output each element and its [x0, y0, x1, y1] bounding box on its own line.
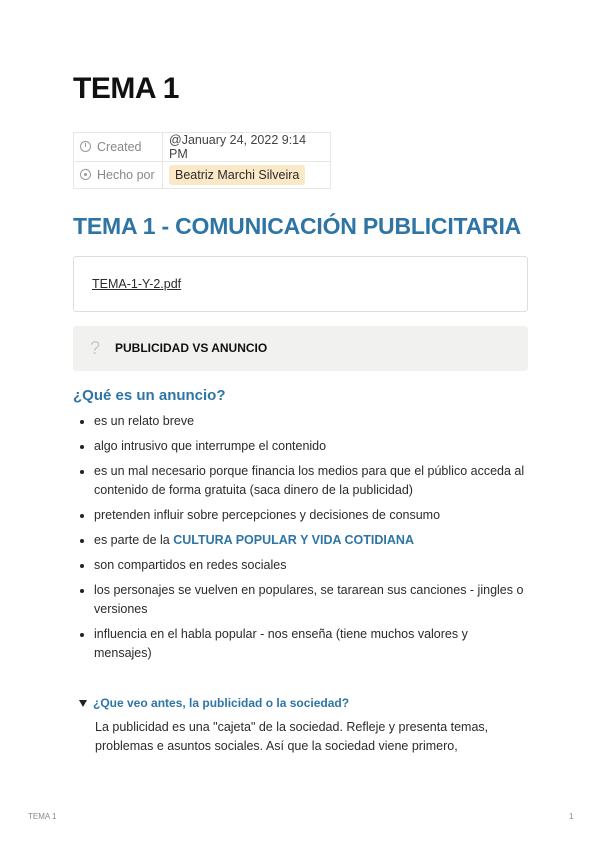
callout-text: PUBLICIDAD VS ANUNCIO: [115, 341, 268, 355]
toggle-triangle-icon[interactable]: [79, 700, 87, 707]
created-label: Created: [97, 140, 142, 154]
list-item: [73, 462, 528, 500]
list-item-text: son compartidos en redes sociales: [94, 558, 287, 572]
author-label: Hecho por: [97, 168, 155, 182]
toggle-block[interactable]: [79, 696, 349, 710]
heading-1: TEMA 1 - COMUNICACIÓN PUBLICITARIA: [73, 213, 522, 239]
property-row-author: [74, 162, 331, 189]
properties-table: [73, 132, 331, 189]
footer-title: TEMA 1: [28, 812, 57, 821]
author-tag[interactable]: Beatriz Marchi Silveira: [169, 165, 305, 185]
clock-icon: [80, 141, 91, 152]
list-item-text: algo intrusivo que interrumpe el contenido: [94, 439, 327, 453]
list-item: [73, 625, 528, 663]
file-link[interactable]: TEMA-1-Y-2.pdf: [92, 277, 182, 291]
bullet-list: [73, 412, 528, 669]
callout-block: [73, 326, 528, 371]
list-item-text: influencia en el habla popular - nos enseña (tiene muchos valores y mensajes): [94, 627, 468, 660]
list-item-text: es un mal necesario porque financia los medios para que el público acceda al contenido de forma gratuita (saca dinero de la publicidad): [94, 464, 525, 497]
page-title: TEMA 1: [73, 72, 179, 105]
highlighted-text: CULTURA POPULAR Y VIDA COTIDIANA: [173, 533, 414, 547]
footer-page-number: 1: [569, 812, 574, 821]
property-row-created: [74, 133, 331, 162]
list-item-text: es un relato breve: [94, 414, 195, 428]
list-item: [73, 531, 528, 550]
created-value: @January 24, 2022 9:14 PM: [163, 133, 331, 162]
list-item: [73, 506, 528, 525]
list-item-text: los personajes se vuelven en populares, se tararean sus canciones - jingles o versiones: [94, 583, 524, 616]
section-heading: ¿Qué es un anuncio?: [73, 387, 226, 404]
list-item: [73, 556, 528, 575]
file-attachment[interactable]: [73, 256, 528, 312]
list-item: [73, 581, 528, 619]
list-item: [73, 412, 528, 431]
select-icon: [80, 169, 91, 180]
toggle-label: ¿Que veo antes, la publicidad o la sociedad?: [93, 696, 350, 710]
list-item: [73, 437, 528, 456]
list-item-text: pretenden influir sobre percepciones y decisiones de consumo: [94, 508, 441, 522]
toggle-content: La publicidad es una "cajeta" de la sociedad. Refleje y presenta temas, problemas e asuntos sociales. Así que la sociedad viene primero,: [95, 720, 489, 753]
question-icon: ?: [90, 338, 101, 358]
list-item-text: es parte de la: [94, 533, 174, 547]
